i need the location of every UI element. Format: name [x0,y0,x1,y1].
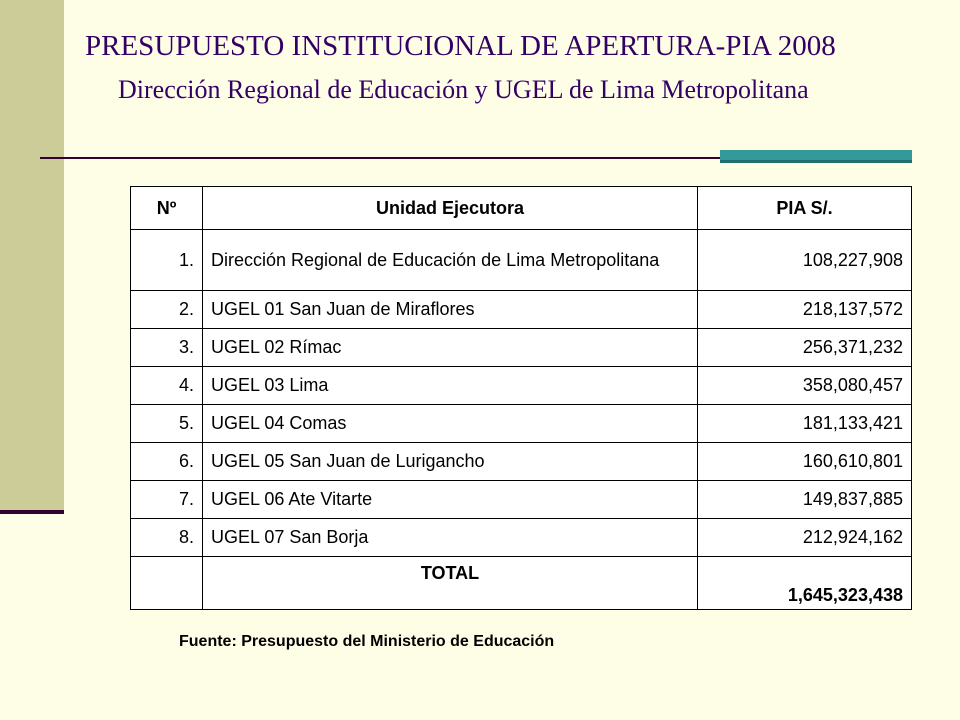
table-row [131,230,912,291]
row-unit: UGEL 02 Rímac [203,329,698,367]
row-unit: UGEL 04 Comas [203,405,698,443]
row-amount: 108,227,908 [698,230,912,291]
row-amount: 218,137,572 [698,291,912,329]
title-accent-bar [720,150,912,163]
left-decorative-bar [0,0,64,510]
row-number: 7. [131,481,203,519]
row-amount: 181,133,421 [698,405,912,443]
row-number: 4. [131,367,203,405]
table-row [131,291,912,329]
row-amount: 160,610,801 [698,443,912,481]
table-row [131,443,912,481]
table-row [131,519,912,557]
row-amount: 256,371,232 [698,329,912,367]
total-amount: 1,645,323,438 [698,557,912,610]
header-number: Nº [131,187,203,230]
row-unit: Dirección Regional de Educación de Lima Metropolitana [203,230,698,291]
table-row [131,481,912,519]
row-amount: 358,080,457 [698,367,912,405]
slide-title: PRESUPUESTO INSTITUCIONAL DE APERTURA-PIA 2008 [85,30,836,62]
row-unit: UGEL 06 Ate Vitarte [203,481,698,519]
slide-subtitle: Dirección Regional de Educación y UGEL de Lima Metropolitana [118,75,809,104]
total-label: TOTAL [203,557,698,610]
row-number: 3. [131,329,203,367]
row-unit: UGEL 07 San Borja [203,519,698,557]
row-number: 2. [131,291,203,329]
budget-table [130,186,912,610]
table-row [131,367,912,405]
total-number-cell [131,557,203,610]
left-bar-underline [0,510,64,514]
table-row [131,405,912,443]
row-number: 5. [131,405,203,443]
source-note: Fuente: Presupuesto del Ministerio de Educación [179,633,555,650]
row-amount: 212,924,162 [698,519,912,557]
row-number: 1. [131,230,203,291]
row-amount: 149,837,885 [698,481,912,519]
table-header-row [131,187,912,230]
row-number: 8. [131,519,203,557]
row-unit: UGEL 03 Lima [203,367,698,405]
table-total-row [131,557,912,610]
title-divider [40,157,720,159]
row-unit: UGEL 05 San Juan de Lurigancho [203,443,698,481]
table-row [131,329,912,367]
header-unit: Unidad Ejecutora [203,187,698,230]
row-unit: UGEL 01 San Juan de Miraflores [203,291,698,329]
header-amount: PIA S/. [698,187,912,230]
row-number: 6. [131,443,203,481]
